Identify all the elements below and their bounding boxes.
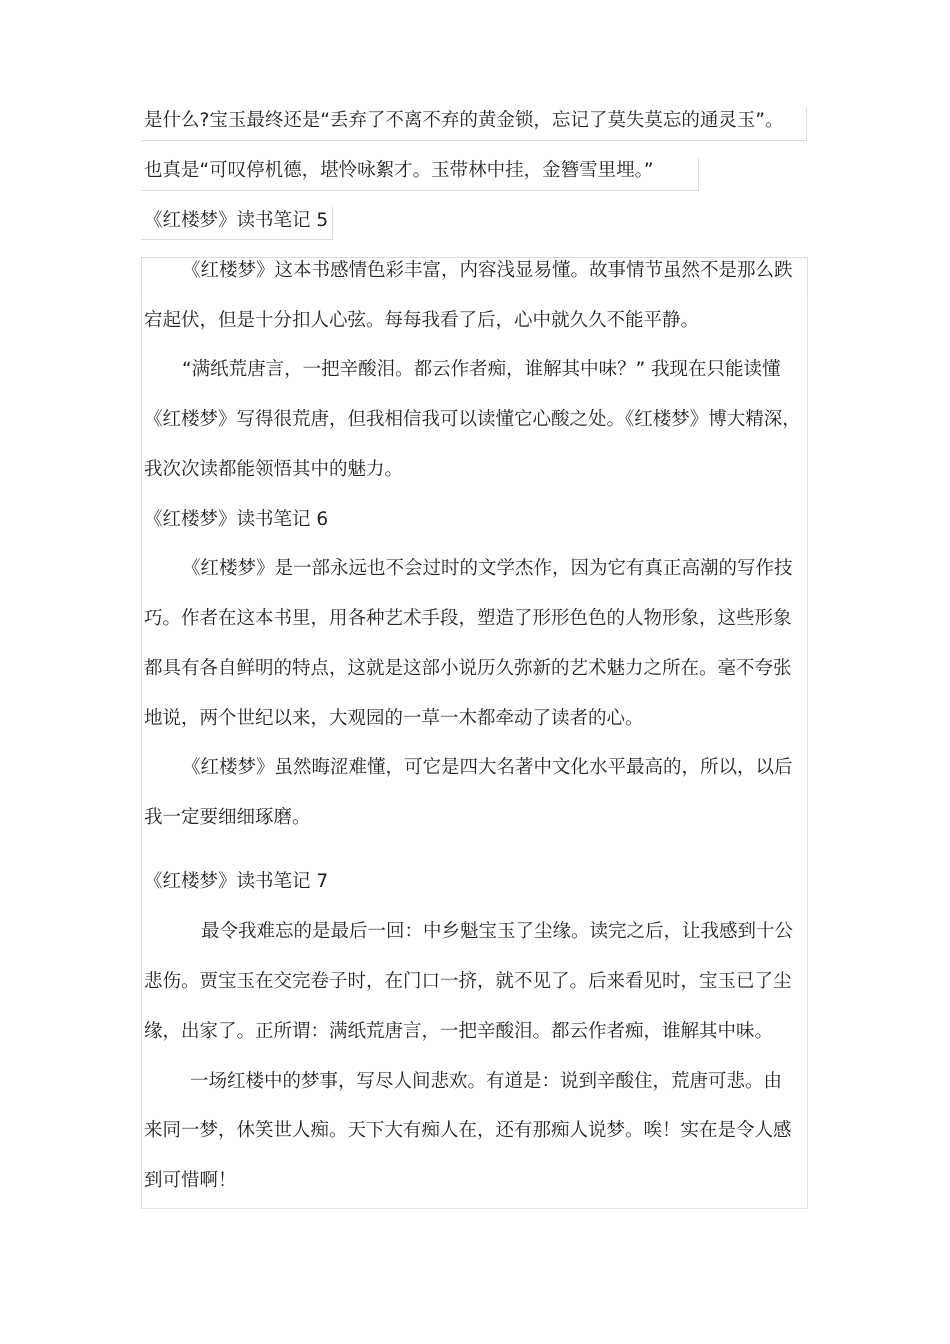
text-line: 最令我难忘的是最后一回：中乡魁宝玉了尘缘。读完之后，让我感到十公: [201, 921, 794, 942]
text-line: 《红楼梦》这本书感情色彩丰富，内容浅显易懂。故事情节虽然不是那么跌: [182, 260, 793, 281]
text-line: 我一定要细细琢磨。: [144, 807, 311, 828]
text-line: “满纸荒唐言，一把辛酸泪。都云作者痴，谁解其中味？” 我现在只能读懂: [182, 359, 781, 380]
text-line: 地说，两个世纪以来，大观园的一草一木都牵动了读者的心。: [144, 708, 644, 729]
text-line: 到可惜啊！: [144, 1170, 237, 1191]
text-line: 是什么?宝玉最终还是“丢弃了不离不弃的黄金锁，忘记了莫失莫忘的通灵玉”。: [144, 110, 784, 131]
text-line: 悲伤。贾宝玉在交完卷子时，在门口一挤，就不见了。后来看见时，宝玉已了尘: [144, 971, 792, 992]
text-line: 都具有各自鲜明的特点，这就是这部小说历久弥新的艺术魅力之所在。毫不夸张: [144, 658, 792, 679]
text-line: 来同一梦，休笑世人痴。天下大有痴人在，还有那痴人说梦。唉！实在是令人感: [144, 1120, 792, 1141]
text-line: 一场红楼中的梦事，写尽人间悲欢。有道是：说到辛酸住，荒唐可悲。由: [190, 1071, 783, 1092]
text-line: 宕起伏，但是十分扣人心弦。每每我看了后，心中就久久不能平静。: [144, 310, 700, 331]
section-heading: 《红楼梦》读书笔记 6: [144, 509, 329, 530]
text-line: 《红楼梦》写得很荒唐，但我相信我可以读懂它心酸之处。《红楼梦》博大精深，: [144, 409, 801, 430]
text-line: 巧。作者在这本书里，用各种艺术手段，塑造了形形色色的人物形象，这些形象: [144, 608, 792, 629]
text-line: 也真是“可叹停机德，堪怜咏絮才。玉带林中挂，金簪雪里埋。”: [144, 160, 654, 181]
text-line: 《红楼梦》虽然晦涩难懂，可它是四大名著中文化水平最高的，所以，以后: [182, 757, 793, 778]
text-line: 《红楼梦》是一部永远也不会过时的文学杰作，因为它有真正高潮的写作技: [182, 558, 793, 579]
section-heading: 《红楼梦》读书笔记 5: [144, 210, 329, 231]
section-heading: 《红楼梦》读书笔记 7: [144, 871, 329, 892]
text-line: 我次次读都能领悟其中的魅力。: [144, 459, 404, 480]
text-line: 缘，出家了。正所谓：满纸荒唐言，一把辛酸泪。都云作者痴，谁解其中味。: [144, 1021, 774, 1042]
